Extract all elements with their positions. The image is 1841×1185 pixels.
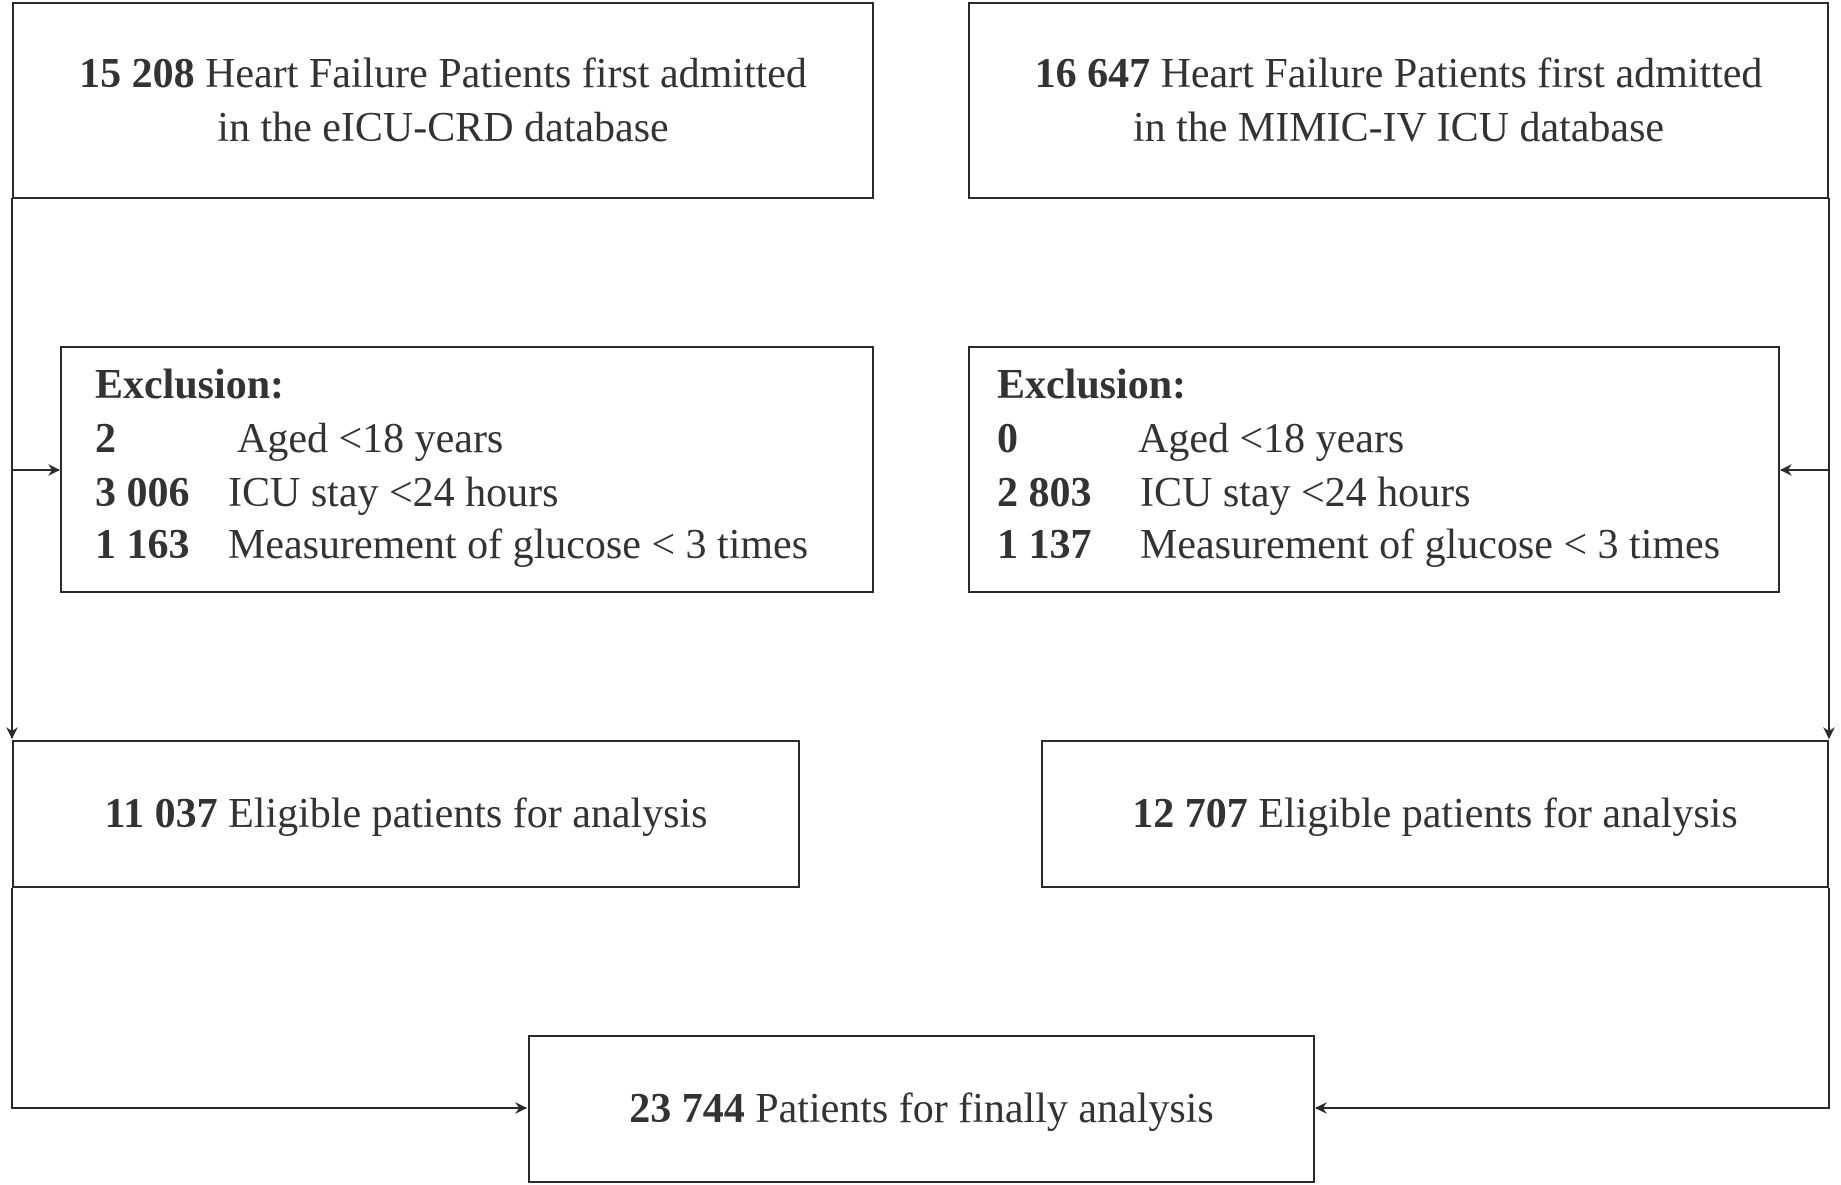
eicu-exclusion-age-count: 2: [95, 416, 116, 462]
mimic-exclusion-glucose-label: Measurement of glucose < 3 times: [1140, 522, 1721, 568]
mimic-exclusion-title: Exclusion:: [997, 362, 1187, 408]
mimic-eligible-line: [1132, 787, 1737, 841]
mimic-source-count: 16 647: [1034, 50, 1151, 97]
eicu-exclusion-icu-stay-label: ICU stay <24 hours: [228, 470, 559, 516]
eicu-source-line2: in the eICU-CRD database: [217, 104, 669, 151]
mimic-eligible-box: [1041, 740, 1829, 888]
final-analysis-label: Patients for finally analysis: [755, 1086, 1214, 1132]
eicu-eligible-box: [12, 740, 800, 888]
eicu-eligible-label: Eligible patients for analysis: [228, 791, 708, 837]
mimic-exclusion-box: [968, 346, 1780, 593]
eicu-source-box: [12, 2, 874, 199]
eicu-exclusion-glucose-count: 1 163: [95, 522, 190, 568]
eicu-source-text: Heart Failure Patients first admitted: [205, 50, 807, 97]
mimic-eligible-count: 12 707: [1132, 791, 1248, 837]
left-to-final-arrow: [12, 888, 526, 1108]
mimic-exclusion-glucose-count: 1 137: [997, 522, 1092, 568]
eicu-exclusion-title: Exclusion:: [95, 362, 285, 408]
mimic-exclusion-age-label: Aged <18 years: [1138, 416, 1405, 462]
eicu-source-count: 15 208: [79, 50, 195, 97]
eicu-exclusion-glucose-label: Measurement of glucose < 3 times: [228, 522, 809, 568]
final-analysis-line: [629, 1082, 1213, 1136]
right-to-final-arrow: [1316, 888, 1829, 1108]
mimic-exclusion-age-count: 0: [997, 416, 1018, 462]
mimic-source-line1: [1035, 47, 1763, 101]
mimic-exclusion-icu-stay-count: 2 803: [997, 470, 1092, 516]
eicu-eligible-line: [104, 787, 707, 841]
mimic-eligible-label: Eligible patients for analysis: [1258, 791, 1738, 837]
eicu-eligible-count: 11 037: [104, 791, 218, 837]
eicu-exclusion-box: [60, 346, 874, 593]
final-analysis-count: 23 744: [629, 1086, 745, 1132]
eicu-exclusion-icu-stay-count: 3 006: [95, 470, 190, 516]
eicu-source-line1: [79, 47, 807, 101]
final-analysis-box: [528, 1035, 1315, 1183]
mimic-exclusion-icu-stay-label: ICU stay <24 hours: [1140, 470, 1471, 516]
eicu-exclusion-age-label: Aged <18 years: [237, 416, 504, 462]
mimic-source-box: [968, 2, 1829, 199]
mimic-source-line2: in the MIMIC-IV ICU database: [1132, 104, 1665, 151]
mimic-source-text: Heart Failure Patients first admitted: [1160, 50, 1763, 97]
